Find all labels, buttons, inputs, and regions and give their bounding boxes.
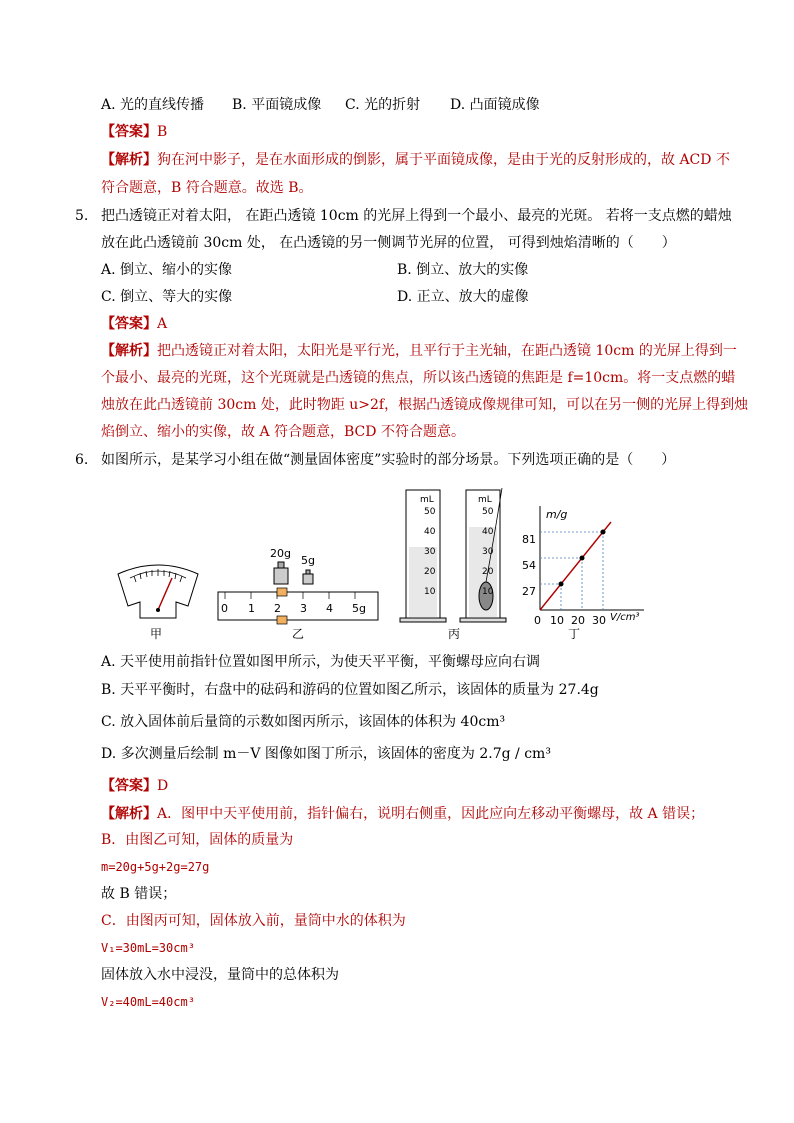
q6-analysis-6: V₁=30mL=30cm³ [101, 941, 195, 955]
weight-5g [303, 574, 313, 584]
q5-stem-2: 放在此凸透镜前 30cm 处， 在凸透镜的另一侧调节光屏的位置， 可得到烛焰清晰的（ ） [101, 235, 676, 251]
q6-number: 6. [75, 452, 89, 468]
graph-xtick-0: 0 [534, 614, 541, 627]
balance-dial [118, 565, 198, 641]
weight-20g-label: 20g [270, 547, 291, 560]
weight-20g [274, 568, 288, 584]
graph-xtick-30: 30 [592, 614, 606, 627]
label-bing: 丙 [448, 627, 461, 641]
weights-and-ruler [218, 547, 378, 641]
q6-analysis-1: 【解析】A．图甲中天平使用前，指针偏右，说明右侧重，因此应向左移动平衡螺母，故 A 错误； [101, 806, 705, 822]
cyl1-tick-30: 30 [424, 547, 436, 557]
ruler-tick-4: 4 [326, 602, 333, 615]
q6-analysis-8: V₂=40mL=40cm³ [101, 995, 195, 1009]
q4-option-b: B. 平面镜成像 [232, 97, 322, 113]
graph-xtick-10: 10 [550, 614, 564, 627]
graph-ytick-54: 54 [522, 559, 536, 572]
cylinder2-unit: mL [478, 495, 492, 505]
q6-analysis-4: 故 B 错误； [101, 886, 177, 902]
q6-answer: 【答案】D [101, 778, 169, 794]
cyl1-tick-20: 20 [424, 567, 436, 577]
weight-5g-label: 5g [301, 554, 315, 567]
graph-point-2 [580, 556, 585, 561]
cyl1-tick-50: 50 [424, 507, 436, 517]
graph-point-3 [601, 530, 606, 535]
graph-xlabel: V/cm³ [610, 612, 640, 623]
rider-top [277, 588, 287, 596]
cyl2-tick-30: 30 [482, 547, 494, 557]
cyl2-tick-10: 10 [482, 587, 494, 597]
q6-option-d: D. 多次测量后绘制 m－V 图像如图丁所示，该固体的密度为 2.7g / cm³ [101, 746, 551, 762]
q4-option-d: D. 凸面镜成像 [450, 97, 540, 113]
ruler-tick-2: 2 [274, 602, 281, 615]
q6-analysis-3: m=20g+5g+2g=27g [101, 860, 210, 874]
rider-bottom [277, 616, 287, 624]
cylinder1-unit: mL [420, 495, 434, 505]
q6-option-c: C. 放入固体前后量筒的示数如图丙所示，该固体的体积为 40cm³ [101, 714, 506, 730]
q6-option-b: B. 天平平衡时，右盘中的砝码和游码的位置如图乙所示，该固体的质量为 27.4g [101, 682, 599, 698]
cyl2-tick-50: 50 [482, 507, 494, 517]
graph-xtick-20: 20 [571, 614, 585, 627]
measuring-cylinder-after [448, 488, 506, 641]
q6-analysis-2: B．由图乙可知，固体的质量为 [101, 832, 294, 848]
q6-stem: 如图所示，是某学习小组在做“测量固体密度”实验时的部分场景。下列选项正确的是（ ） [101, 452, 676, 468]
graph-ytick-27: 27 [522, 585, 536, 598]
label-yi: 乙 [292, 627, 305, 641]
ruler-tick-5: 5g [352, 602, 366, 615]
q5-analysis-3: 烛放在此凸透镜前 30cm 处，此时物距 u>2f，根据凸透镜成像规律可知，可以在另一侧的光屏上得到烛 [101, 397, 749, 413]
label-ding: 丁 [568, 627, 581, 641]
q4-option-a: A. 光的直线传播 [101, 97, 205, 113]
q4-analysis-2: 符合题意，B 符合题意。故选 B。 [101, 180, 313, 196]
q6-option-a: A. 天平使用前指针位置如图甲所示，为使天平平衡，平衡螺母应向右调 [101, 654, 541, 670]
q5-option-c: C. 倒立、等大的实像 [101, 289, 233, 305]
q5-option-a: A. 倒立、缩小的实像 [101, 262, 233, 278]
cyl1-tick-40: 40 [424, 527, 436, 537]
q4-analysis-1: 【解析】狗在河中影子，是在水面形成的倒影，属于平面镜成像，是由于光的反射形成的，故 ACD 不 [101, 152, 730, 168]
q6-figure [110, 478, 670, 650]
cyl2-tick-40: 40 [482, 527, 494, 537]
q6-analysis-7: 固体放入水中浸没，量筒中的总体积为 [101, 967, 339, 983]
q5-stem-1: 把凸透镜正对着太阳， 在距凸透镜 10cm 的光屏上得到一个最小、最亮的光斑。 若将一支点燃的蜡烛 [101, 208, 732, 224]
graph-ytick-81: 81 [522, 533, 536, 546]
cyl2-tick-20: 20 [482, 567, 494, 577]
ruler-tick-3: 3 [300, 602, 307, 615]
ruler-tick-0: 0 [221, 602, 228, 615]
q5-answer: 【答案】A [101, 316, 168, 332]
water-before [409, 547, 437, 617]
measuring-cylinder-before [400, 490, 446, 622]
q5-analysis-1: 【解析】把凸透镜正对着太阳，太阳光是平行光，且平行于主光轴，在距凸透镜 10cm 的光屏上得到一 [101, 343, 737, 359]
label-jia: 甲 [150, 627, 163, 641]
q6-figure-svg [110, 478, 670, 650]
q5-option-d: D. 正立、放大的虚像 [397, 289, 529, 305]
cyl1-tick-10: 10 [424, 587, 436, 597]
graph-point-1 [559, 582, 564, 587]
graph-series-line [540, 522, 611, 610]
graph-ylabel: m/g [546, 508, 568, 521]
q4-option-c: C. 光的折射 [345, 97, 421, 113]
mv-graph [522, 506, 644, 641]
ruler-tick-1: 1 [248, 602, 255, 615]
q5-analysis-2: 个最小、最亮的光斑，这个光斑就是凸透镜的焦点，所以该凸透镜的焦距是 f=10cm。将一支点燃的蜡 [101, 370, 736, 386]
q5-analysis-4: 焰倒立、缩小的实像，故 A 符合题意，BCD 不符合题意。 [101, 424, 465, 440]
q5-number: 5. [75, 208, 89, 224]
q6-analysis-5: C．由图丙可知，固体放入前，量筒中水的体积为 [101, 913, 406, 929]
q4-answer: 【答案】B [101, 124, 168, 140]
q5-option-b: B. 倒立、放大的实像 [397, 262, 529, 278]
